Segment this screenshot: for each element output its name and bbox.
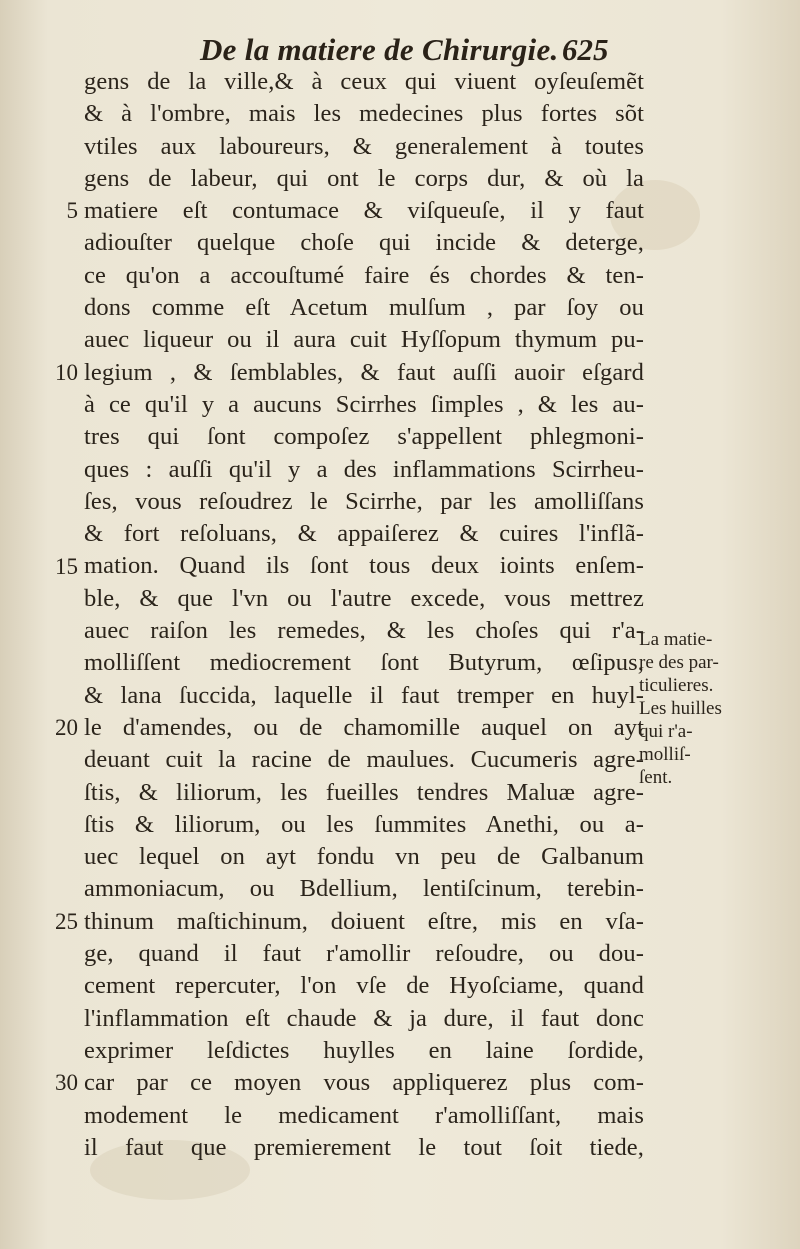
- text-line: matiere eſt contumace & viſqueuſe, il y faut: [84, 197, 644, 225]
- text-line: car par ce moyen vous appliquerez plus com-: [84, 1069, 644, 1097]
- text-line: ques : auſſi qu'il y a des inflammations Scirrheu-: [84, 455, 644, 483]
- margin-note-line: re des par-: [639, 652, 719, 673]
- text-line: uec lequel on ayt fondu vn peu de Galbanum: [84, 843, 644, 871]
- text-line: l'inflammation eſt chaude & ja dure, il faut donc: [84, 1004, 644, 1032]
- text-line: deuant cuit la racine de maulues. Cucumeris agre-: [84, 746, 644, 774]
- text-line: ſtis & liliorum, ou les ſummites Anethi, ou a-: [84, 810, 644, 838]
- text-line: & lana ſuccida, laquelle il faut tremper en huyl-: [84, 681, 644, 709]
- text-line: cement repercuter, l'on vſe de Hyoſciame, quand: [84, 972, 644, 1000]
- text-line: ſes, vous reſoudrez le Scirrhe, par les amolliſſans: [84, 487, 644, 515]
- margin-note-line: molliſ-: [639, 744, 691, 765]
- running-head: [0, 30, 800, 70]
- text-line: & à l'ombre, mais les medecines plus fortes sõt: [84, 100, 644, 128]
- text-line: thinum maſtichinum, doiuent eſtre, mis en vſa-: [84, 907, 644, 935]
- text-line: ge, quand il faut r'amollir reſoudre, ou dou-: [84, 940, 644, 968]
- text-line: & fort reſoluans, & appaiſerez & cuires l'inflã-: [84, 520, 644, 548]
- text-line: le d'amendes, ou de chamomille auquel on ayt: [84, 713, 644, 741]
- text-line: mation. Quand ils ſont tous deux ioints enſem-: [84, 552, 644, 580]
- margin-note-line: La matie-: [639, 629, 713, 650]
- text-line: dons comme eſt Acetum mulſum , par ſoy ou: [84, 294, 644, 322]
- text-line: ble, & que l'vn ou l'autre excede, vous mettrez: [84, 584, 644, 612]
- text-line: ſtis, & liliorum, les fueilles tendres Maluæ agre-: [84, 778, 644, 806]
- text-line: à ce qu'il y a aucuns Scirrhes ſimples , & les au-: [84, 390, 644, 418]
- text-line: legium , & ſemblables, & faut auſſi auoir eſgard: [84, 358, 644, 386]
- margin-note-line: Les huilles: [639, 698, 722, 719]
- margin-note: [639, 628, 764, 789]
- text-line: tres qui ſont compoſez s'appellent phlegmoni-: [84, 423, 644, 451]
- text-line: ce qu'on a accouſtumé faire és chordes & ten-: [84, 261, 644, 289]
- text-line: exprimer leſdictes huylles en laine ſordide,: [84, 1036, 644, 1064]
- line-number: 30: [55, 1070, 78, 1096]
- margin-note-line: ſent.: [639, 767, 673, 788]
- text-line: vtiles aux laboureurs, & generalement à toutes: [84, 132, 644, 160]
- text-line: auec liqueur ou il aura cuit Hyſſopum thymum pu-: [84, 326, 644, 354]
- text-line: auec raiſon les remedes, & les choſes qui r'a-: [84, 617, 644, 645]
- text-line: modement le medicament r'amolliſſant, mais: [84, 1101, 644, 1129]
- line-number: 25: [55, 908, 78, 934]
- line-number: 5: [66, 198, 78, 224]
- text-line: molliſſent mediocrement ſont Butyrum, œſipus,: [84, 649, 644, 677]
- body-text: [84, 66, 644, 1164]
- text-line: il faut que premierement le tout ſoit tiede,: [84, 1133, 644, 1161]
- page-number: 625: [562, 32, 609, 67]
- text-line: ammoniacum, ou Bdellium, lentiſcinum, terebin-: [84, 875, 644, 903]
- text-line: gens de labeur, qui ont le corps dur, & où la: [84, 164, 644, 192]
- margin-note-line: ticulieres.: [639, 675, 714, 696]
- running-head-title: De la matiere de Chirurgie.: [200, 32, 559, 67]
- margin-note-line: qui r'a-: [639, 721, 693, 742]
- line-number: 20: [55, 715, 78, 740]
- text-line: adiouſter quelque choſe qui incide & deterge,: [84, 229, 644, 257]
- text-line: gens de la ville,& à ceux qui viuent oyſeuſemẽt: [84, 68, 644, 95]
- line-number: 15: [55, 553, 78, 579]
- line-number: 10: [55, 359, 78, 385]
